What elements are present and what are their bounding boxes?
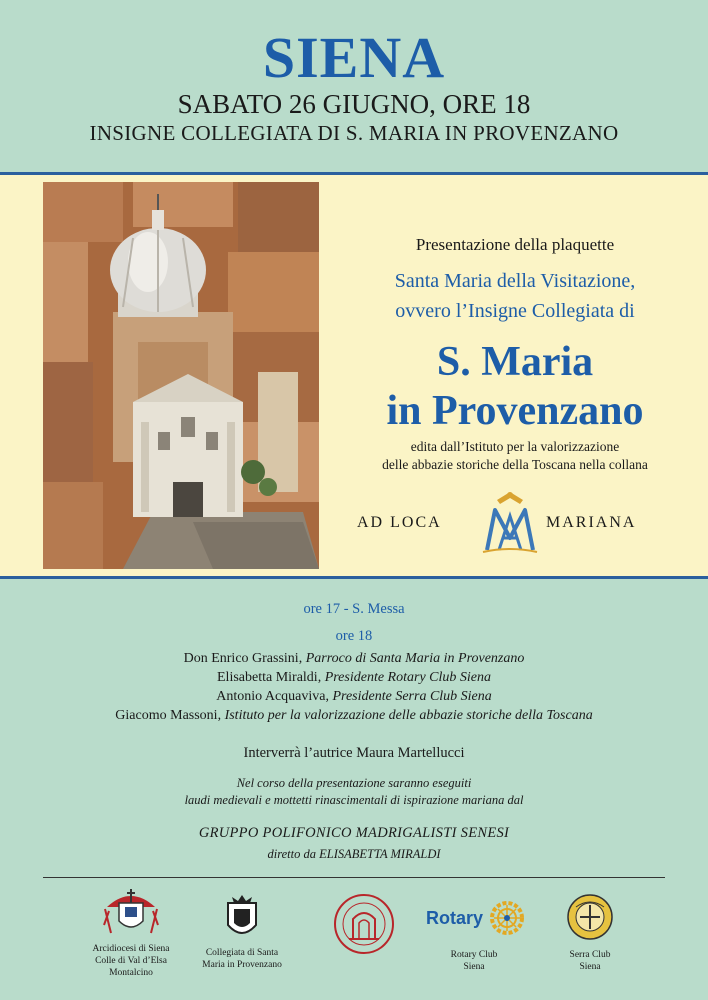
speaker-name: Giacomo Massoni, xyxy=(115,708,225,723)
marian-monogram-icon xyxy=(475,490,545,558)
sponsor-caption-line: Siena xyxy=(579,962,601,972)
sponsor-archdiocese xyxy=(72,885,190,985)
sponsor-caption-line: Serra Club xyxy=(569,950,611,960)
serra-club-emblem-icon xyxy=(566,893,614,941)
speaker-line xyxy=(0,668,708,687)
presentation-intro: Presentazione della plaquette xyxy=(415,235,615,254)
choir-name: GRUPPO POLIFONICO MADRIGALISTI SENESI xyxy=(198,825,510,841)
music-note xyxy=(0,775,708,809)
speaker-name: Antonio Acquaviva, xyxy=(216,689,333,704)
edition-line-2: delle abbazie storiche della Toscana nella collana xyxy=(382,457,648,472)
sponsor-collegiata xyxy=(190,893,294,978)
sponsor-caption-line: Arcidiocesi di Siena xyxy=(92,944,170,954)
sponsor-caption-line: Collegiata di Santa xyxy=(205,948,279,958)
sponsor-caption xyxy=(420,949,528,973)
rotary-wordmark: Rotary xyxy=(426,908,484,928)
bottom-rule xyxy=(0,576,708,579)
sponsor-caption xyxy=(546,949,634,973)
header xyxy=(0,0,708,172)
title-line-2: in Provenzano xyxy=(386,388,644,434)
sponsor-serra-club xyxy=(546,893,634,973)
church-photo xyxy=(43,182,319,569)
sponsor-caption-line: Maria in Provenzano xyxy=(202,960,282,970)
speaker-role: Istituto per la valorizzazione delle abbazie storiche della Toscana xyxy=(224,708,593,723)
collegiata-crest-icon xyxy=(222,893,262,945)
sponsor-caption-line: Rotary Club xyxy=(450,950,498,960)
speaker-name: Don Enrico Grassini, xyxy=(183,651,306,666)
music-line-2: laudi medievali e mottetti rinascimentali di ispirazione mariana dal xyxy=(184,793,524,807)
sponsor-institute xyxy=(324,893,404,955)
speaker-line xyxy=(0,706,708,725)
sponsor-rotary xyxy=(420,899,528,979)
series-left: AD LOCA xyxy=(357,514,442,531)
author-note: Interverrà l’autrice Maura Martellucci xyxy=(243,745,465,761)
series-name xyxy=(330,490,700,560)
institute-seal-icon xyxy=(331,893,397,955)
sponsor-caption xyxy=(190,947,294,971)
choir-director: diretto da ELISABETTA MIRALDI xyxy=(267,847,441,861)
plaquette-subtitle xyxy=(330,266,700,326)
event-date: SABATO 26 GIUGNO, ORE 18 xyxy=(177,89,531,119)
sponsor-caption-line: Siena xyxy=(463,962,485,972)
speaker-role: Parroco di Santa Maria in Provenzano xyxy=(305,651,525,666)
event-venue: INSIGNE COLLEGIATA DI S. MARIA IN PROVENZANO xyxy=(89,121,619,145)
speaker-line xyxy=(0,649,708,668)
sponsor-caption xyxy=(72,943,190,979)
speaker-role: Presidente Rotary Club Siena xyxy=(324,670,491,685)
music-line-1: Nel corso della presentazione saranno eseguiti xyxy=(236,776,472,790)
series-right: MARIANA xyxy=(546,514,637,531)
speaker-role: Presidente Serra Club Siena xyxy=(332,689,492,704)
sponsor-caption-line: Colle di Val d’Elsa xyxy=(95,956,167,966)
church-aerial-icon xyxy=(43,182,319,569)
archdiocese-crest-icon xyxy=(101,885,161,939)
city-title: SIENA xyxy=(262,25,446,90)
edition-line-1: edita dall’Istituto per la valorizzazione xyxy=(410,439,620,454)
footer-rule xyxy=(43,877,665,878)
event-time: ore 18 xyxy=(335,628,373,644)
title-line-1: S. Maria xyxy=(436,339,594,385)
edition-note xyxy=(330,438,700,474)
main-title xyxy=(330,338,700,436)
speaker-name: Elisabetta Miraldi, xyxy=(217,670,325,685)
sponsor-caption-line: Montalcino xyxy=(109,968,153,978)
subtitle-line-1: Santa Maria della Visitazione, xyxy=(394,270,636,292)
mass-time: ore 17 - S. Messa xyxy=(303,601,405,617)
subtitle-line-2: ovvero l’Insigne Collegiata di xyxy=(395,300,635,322)
speaker-line xyxy=(0,687,708,706)
rotary-wheel-icon xyxy=(490,901,524,935)
